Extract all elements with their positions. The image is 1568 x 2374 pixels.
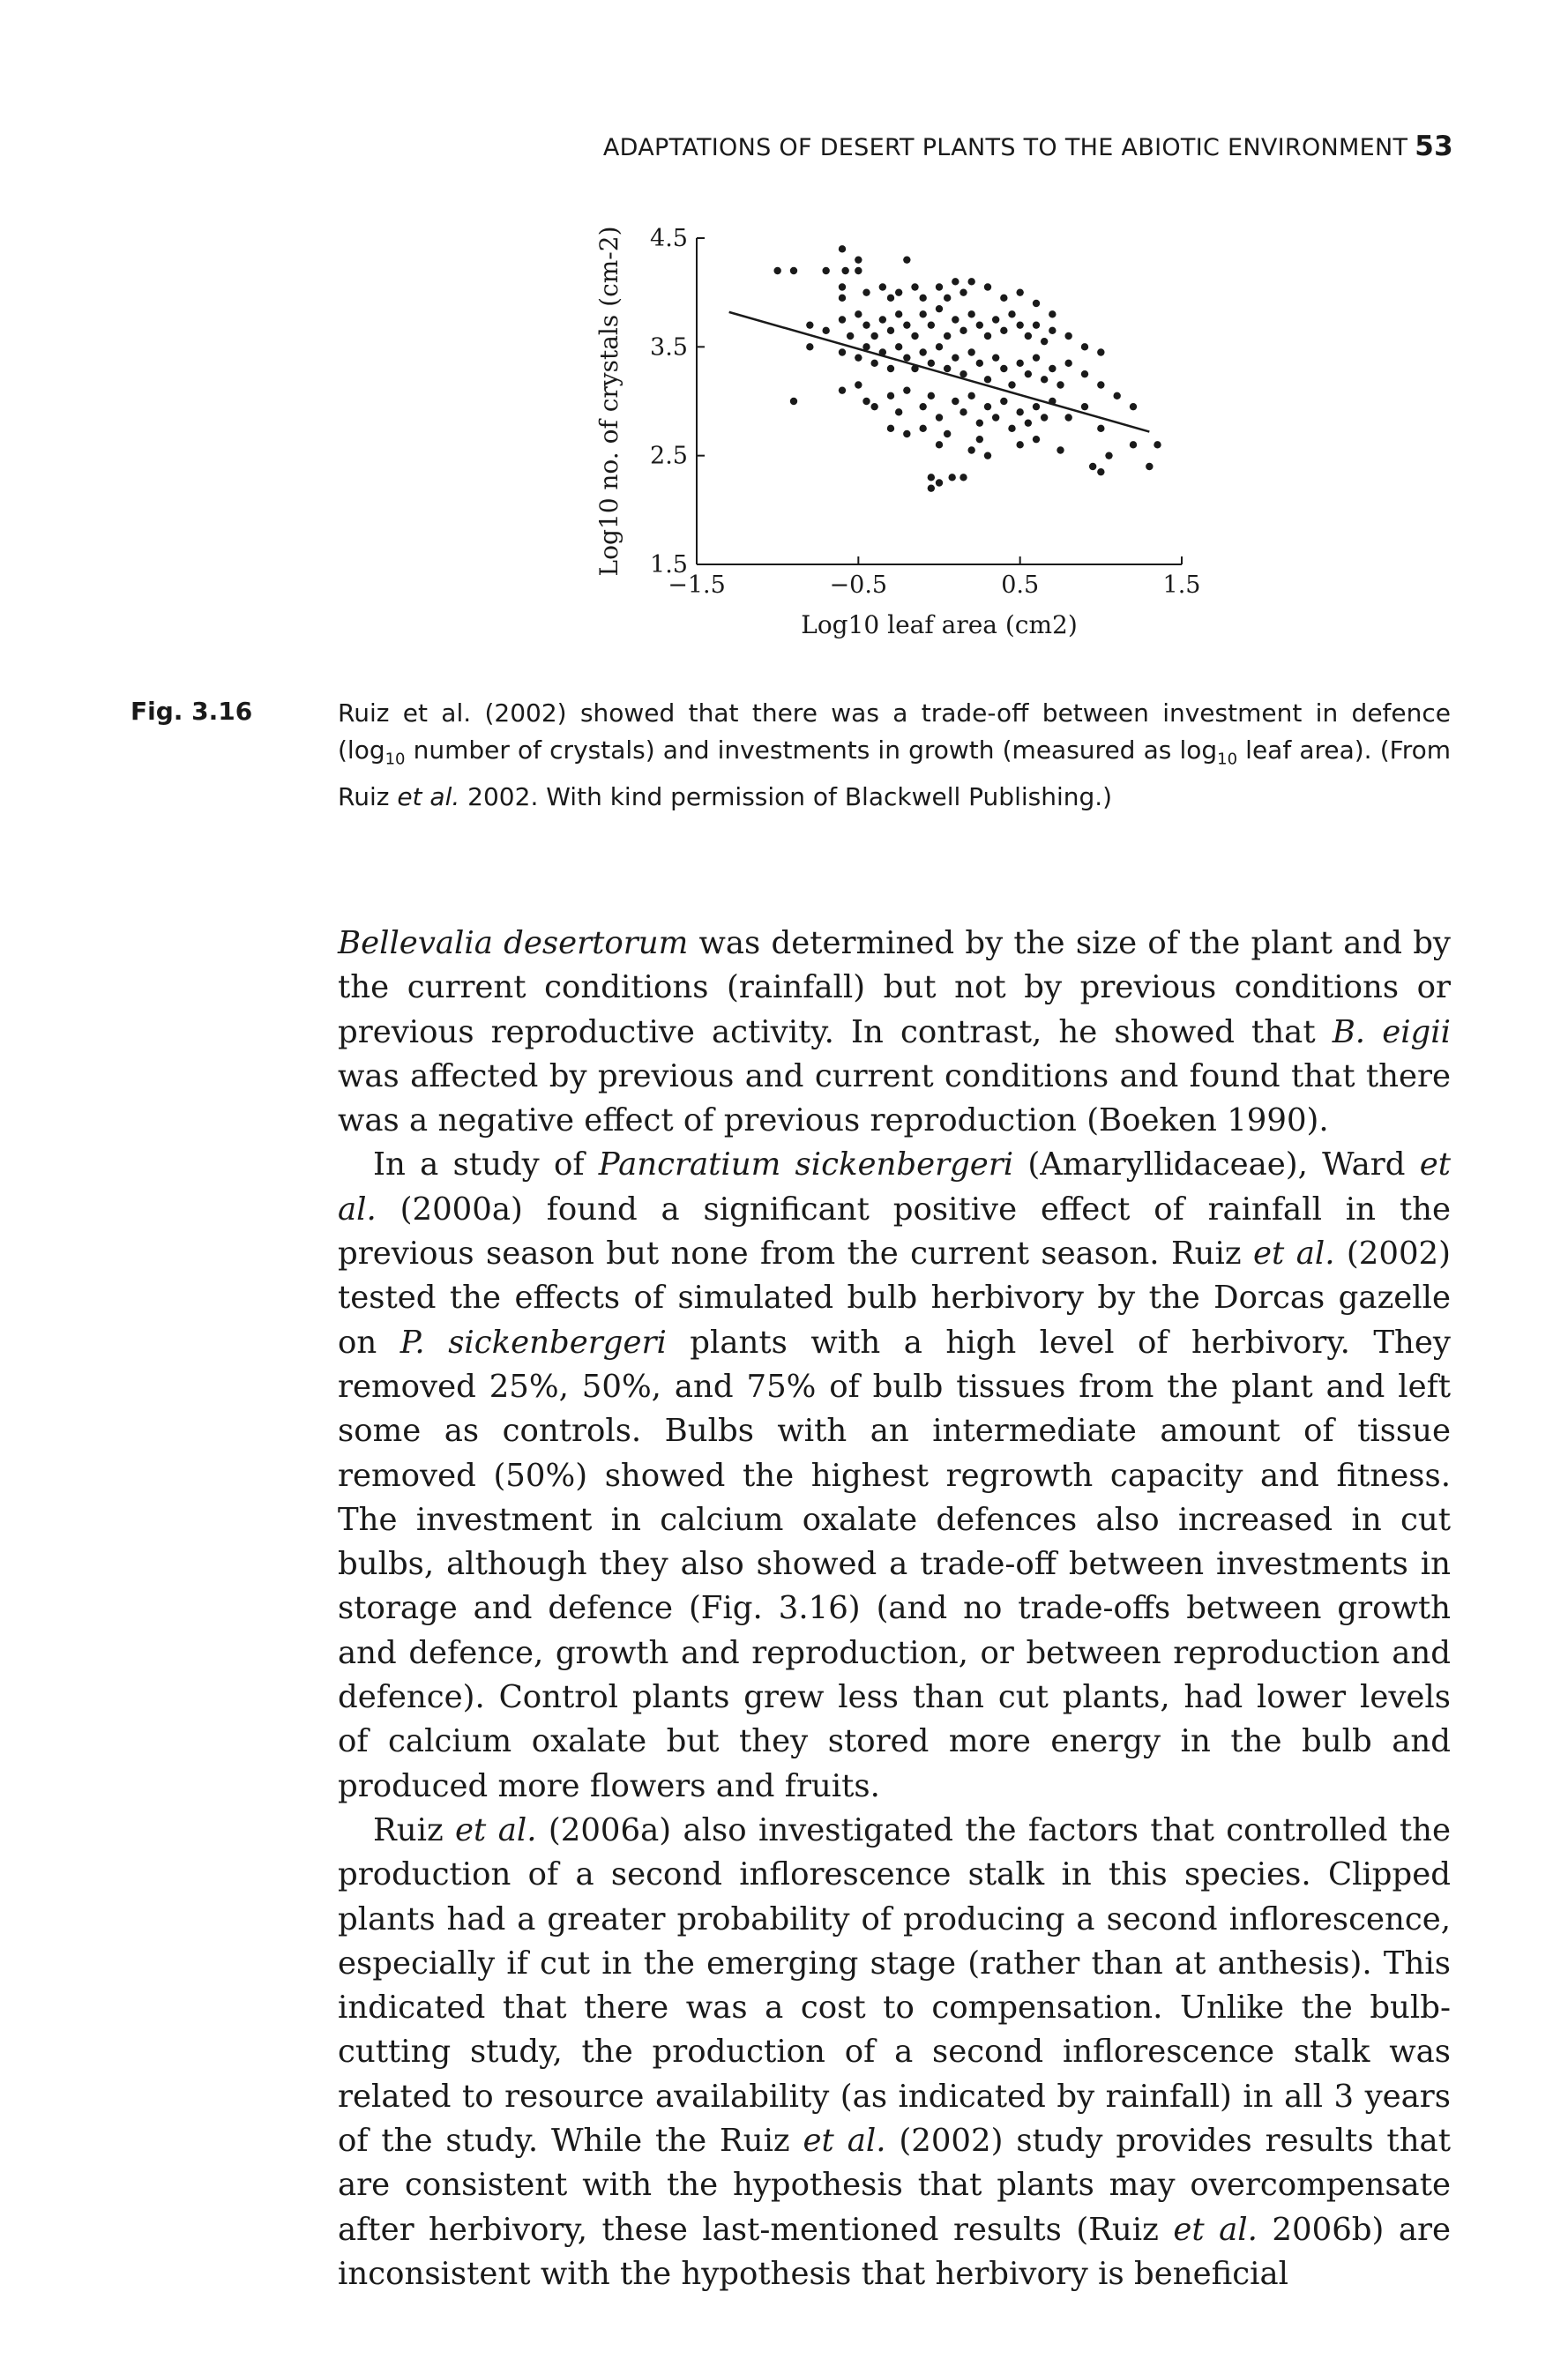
chart-points	[773, 245, 1161, 492]
running-head	[564, 131, 1453, 162]
data-point	[1000, 295, 1007, 302]
data-point	[992, 414, 999, 421]
data-point	[903, 321, 910, 328]
data-point	[773, 267, 780, 274]
data-point	[1033, 436, 1040, 443]
data-point	[1000, 365, 1007, 372]
data-point	[1089, 463, 1096, 470]
text-span: Ruiz	[373, 1811, 456, 1848]
data-point	[919, 403, 926, 410]
data-point	[1105, 452, 1112, 459]
etal: et al.	[1173, 2211, 1258, 2248]
data-point	[790, 398, 797, 405]
data-point	[895, 288, 902, 295]
data-point	[919, 295, 926, 302]
species-name: P. sickenbergeri	[399, 1324, 667, 1361]
x-tick-label: 1.5	[1162, 571, 1201, 599]
data-point	[839, 348, 846, 355]
data-point	[855, 354, 862, 361]
data-point	[1033, 300, 1040, 307]
data-point	[1008, 381, 1015, 388]
data-point	[1016, 288, 1023, 295]
data-point	[984, 332, 991, 340]
data-point	[1016, 360, 1023, 367]
data-point	[1064, 414, 1071, 421]
data-point	[976, 360, 983, 367]
data-point	[1146, 463, 1153, 470]
data-point	[1041, 338, 1048, 345]
data-point	[1049, 310, 1056, 317]
scatter-chart	[529, 212, 1235, 670]
data-point	[992, 316, 999, 323]
data-point	[984, 283, 991, 290]
data-point	[984, 376, 991, 383]
data-point	[952, 278, 959, 285]
data-point	[1041, 414, 1048, 421]
data-point	[1130, 403, 1137, 410]
caption-text-2: number of crystals) and investments in growth (measured as log	[405, 735, 1218, 765]
caption-sub-2: 10	[1217, 750, 1238, 769]
caption-text-1: Ruiz et al. (2002) showed that there was a trade-off between investment in defence (log	[338, 698, 1451, 765]
caption-etal: et al.	[397, 781, 460, 811]
data-point	[855, 381, 862, 388]
data-point	[1000, 398, 1007, 405]
species-name: Bellevalia desertorum	[338, 925, 689, 961]
text-span: (2002) study provides results that are consistent with the hypothesis that plants may overcompensate after herbivory, these last-mentioned results (Ruiz	[338, 2123, 1451, 2248]
data-point	[976, 436, 983, 443]
caption-text-4: 2002. With kind permission of Blackwell Publishing.)	[459, 781, 1113, 811]
data-point	[948, 474, 955, 481]
data-point	[936, 283, 943, 290]
data-point	[1025, 419, 1032, 426]
etal: et al.	[455, 1811, 537, 1848]
body-text	[338, 922, 1451, 2296]
data-point	[822, 267, 829, 274]
data-point	[1097, 348, 1104, 355]
data-point	[967, 446, 974, 453]
data-point	[870, 403, 877, 410]
data-point	[847, 332, 854, 340]
data-point	[887, 295, 894, 302]
data-point	[1097, 468, 1104, 475]
data-point	[928, 484, 935, 491]
data-point	[959, 288, 967, 295]
data-point	[903, 256, 910, 263]
data-point	[870, 360, 877, 367]
data-point	[936, 414, 943, 421]
data-point	[1049, 327, 1056, 334]
data-point	[841, 267, 848, 274]
data-point	[855, 267, 862, 274]
data-point	[1113, 392, 1120, 399]
data-point	[855, 256, 862, 263]
data-point	[862, 398, 870, 405]
data-point	[895, 310, 902, 317]
data-point	[936, 305, 943, 312]
data-point	[959, 370, 967, 377]
text-span: (Amaryllidaceae), Ward	[1013, 1146, 1420, 1183]
text-span: (2000a) found a significant positive effect of rainfall in the previous season but none from the current season. Ruiz	[338, 1191, 1451, 1273]
data-point	[903, 386, 910, 393]
data-point	[992, 354, 999, 361]
data-point	[1025, 332, 1032, 340]
data-point	[919, 425, 926, 432]
text-span: was determined by the size of the plant and by the current conditions (rainfall) but not by previous conditions or previous reproductive activity. In contrast, he showed that	[338, 925, 1451, 1050]
data-point	[1081, 370, 1088, 377]
species-name: Pancratium sickenbergeri	[598, 1146, 1014, 1183]
data-point	[839, 295, 846, 302]
data-point	[952, 316, 959, 323]
data-point	[839, 245, 846, 252]
text-span: plants with a high level of herbivory. They removed 25%, 50%, and 75% of bulb tissues from the plant and left some as controls. Bulbs with an intermediate amount of tissue removed (50%) showed the highest regrowth capacity and fitness. The investment in calcium oxalate defences also increased in cut bulbs, although they also showed a trade-off between investments in storage and defence (Fig. 3.16) (and no trade-offs between growth and defence, growth and reproduction, or between reproduction and defence). Control plants grew less than cut plants, had lower levels of calcium oxalate but they stored more energy in the bulb and produced more flowers and fruits.	[338, 1324, 1451, 1804]
data-point	[928, 360, 935, 367]
data-point	[1016, 408, 1023, 415]
figure-label: Fig. 3.16	[131, 697, 253, 726]
text-span: was affected by previous and current conditions and found that there was a negative effect of previous reproduction (Boeken 1990).	[338, 1057, 1451, 1139]
etal: et al.	[803, 2123, 886, 2160]
data-point	[1057, 381, 1064, 388]
data-point	[862, 321, 870, 328]
text-span: (2006a) also investigated the factors that controlled the production of a second inflorescence stalk in this species. Clipped plants had a greater probability of producing a second inflorescence, especially if cut in the emerging stage (rather than at anthesis). This indicated that there was a cost to compensation. Unlike the bulb-cutting study, the production of a second inflorescence stalk was related to resource availability (as indicated by rainfall) in all 3 years of the study. While the Ruiz	[338, 1811, 1451, 2160]
y-tick-label: 1.5	[650, 551, 688, 579]
data-point	[976, 321, 983, 328]
data-point	[879, 316, 886, 323]
data-point	[1008, 310, 1015, 317]
figure	[529, 212, 1235, 670]
data-point	[928, 392, 935, 399]
y-axis-label: Log10 no. of crystals (cm-2)	[594, 226, 623, 577]
figure-caption	[338, 695, 1451, 816]
data-point	[1130, 441, 1137, 448]
data-point	[870, 332, 877, 340]
data-point	[1064, 332, 1071, 340]
chart-axes	[650, 225, 1200, 599]
data-point	[903, 430, 910, 437]
etal: et al.	[1253, 1236, 1335, 1273]
data-point	[984, 452, 991, 459]
data-point	[1000, 327, 1007, 334]
caption-sub-1: 10	[385, 750, 406, 769]
x-tick-label: −0.5	[829, 571, 888, 599]
text-span: In a study of	[373, 1146, 599, 1183]
y-tick-label: 4.5	[650, 225, 688, 252]
data-point	[822, 327, 829, 334]
data-point	[936, 343, 943, 350]
data-point	[919, 348, 926, 355]
paragraph-2	[338, 1143, 1451, 1808]
data-point	[895, 408, 902, 415]
paragraph-1	[338, 922, 1451, 1143]
data-point	[967, 392, 974, 399]
data-point	[1097, 425, 1104, 432]
x-axis-label: Log10 leaf area (cm2)	[801, 610, 1078, 639]
data-point	[839, 386, 846, 393]
x-tick-label: −1.5	[668, 571, 726, 599]
data-point	[1033, 354, 1040, 361]
page-number: 53	[1415, 131, 1453, 162]
text-span: 2006b) are inconsistent with the hypothesis that herbivory is beneficial	[338, 2211, 1451, 2292]
data-point	[879, 283, 886, 290]
y-tick-label: 3.5	[650, 333, 688, 362]
data-point	[1041, 376, 1048, 383]
data-point	[959, 474, 967, 481]
caption-text-3: leaf area). (From Ruiz	[338, 735, 1452, 811]
data-point	[1033, 403, 1040, 410]
data-point	[1033, 321, 1040, 328]
data-point	[806, 343, 813, 350]
data-point	[1081, 403, 1088, 410]
data-point	[862, 288, 870, 295]
data-point	[1016, 321, 1023, 328]
data-point	[887, 365, 894, 372]
data-point	[967, 348, 974, 355]
data-point	[1016, 441, 1023, 448]
data-point	[1064, 360, 1071, 367]
data-point	[952, 354, 959, 361]
data-point	[839, 283, 846, 290]
data-point	[1049, 365, 1056, 372]
data-point	[928, 474, 935, 481]
data-point	[911, 283, 918, 290]
x-tick-label: 0.5	[1001, 571, 1040, 599]
data-point	[944, 365, 951, 372]
data-point	[855, 310, 862, 317]
data-point	[887, 392, 894, 399]
data-point	[1081, 343, 1088, 350]
text-span: (2002) tested the effects of simulated bulb herbivory by the Dorcas gazelle on	[338, 1236, 1451, 1361]
data-point	[887, 327, 894, 334]
data-point	[1025, 370, 1032, 377]
data-point	[959, 327, 967, 334]
data-point	[944, 295, 951, 302]
data-point	[967, 278, 974, 285]
data-point	[944, 430, 951, 437]
data-point	[976, 419, 983, 426]
species-name: B. eigii	[1332, 1013, 1451, 1050]
y-tick-label: 2.5	[650, 442, 688, 470]
data-point	[839, 316, 846, 323]
data-point	[887, 425, 894, 432]
data-point	[790, 267, 797, 274]
data-point	[959, 408, 967, 415]
data-point	[806, 321, 813, 328]
data-point	[984, 403, 991, 410]
data-point	[944, 332, 951, 340]
paragraph-3	[338, 1809, 1451, 2296]
running-title: ADAPTATIONS OF DESERT PLANTS TO THE ABIOTIC ENVIRONMENT	[602, 134, 1408, 161]
data-point	[967, 310, 974, 317]
data-point	[1097, 381, 1104, 388]
data-point	[928, 321, 935, 328]
data-point	[911, 332, 918, 340]
data-point	[1008, 425, 1015, 432]
data-point	[895, 343, 902, 350]
data-point	[1154, 441, 1161, 448]
data-point	[1057, 446, 1064, 453]
data-point	[936, 441, 943, 448]
data-point	[936, 479, 943, 486]
data-point	[903, 354, 910, 361]
data-point	[952, 398, 959, 405]
data-point	[919, 310, 926, 317]
etal: et al.	[338, 1146, 1451, 1228]
